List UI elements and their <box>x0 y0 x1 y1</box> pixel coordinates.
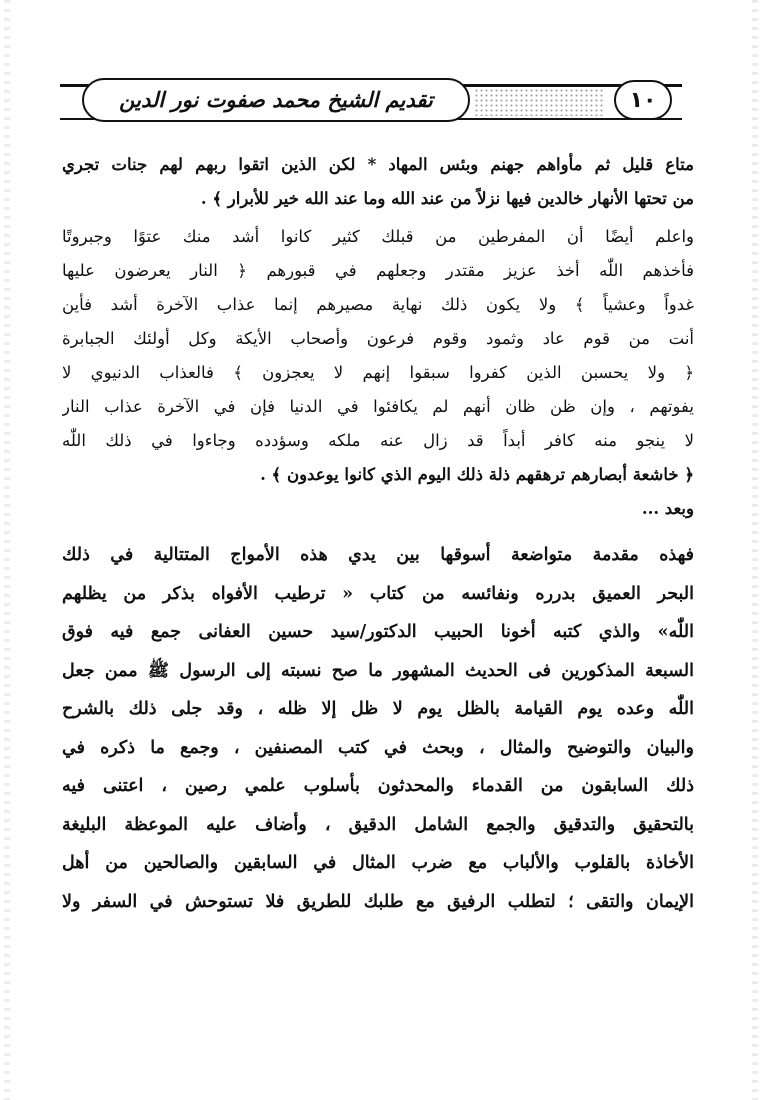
header-title: تقديم الشيخ محمد صفوت نور الدين <box>119 88 433 112</box>
running-header <box>60 78 682 126</box>
paragraph-1 <box>62 148 694 216</box>
text-line: اللّٰه» والذي كتبه أخونا الحبيب الدكتور/سيد حسين العفانى جمع فيه فوق <box>62 622 694 642</box>
text-line: واعلم أيضًا أن المفرطين من قبلك كثير كانوا أشد منك عتوًا وجبروتًا <box>62 227 694 246</box>
page-number-frame <box>614 80 672 120</box>
text-line: لا ينجو منه كافر أبداً قد زال عنه ملكه وسؤدده وجاءوا في ذلك اللّٰه <box>62 431 694 450</box>
paragraph-2 <box>62 220 694 526</box>
text-line: السبعة المذكورين فى الحديث المشهور ما صح نسبته إلى الرسول ﷺ ممن جعل <box>62 660 694 681</box>
text-line: يفوتهم ، وإن ظن ظان أنهم لم يكافئوا في الدنيا فإن في الآخرة عذاب النار <box>62 397 694 416</box>
text-line: بالتحقيق والتدقيق والجمع الشامل الدقيق ، وأضاف عليه الموعظة البليغة <box>62 814 694 835</box>
text-line: ﴿ خاشعة أبصارهم ترهقهم ذلة ذلك اليوم الذي كانوا يوعدون ﴾ . <box>260 465 694 484</box>
page-number: ١٠ <box>629 87 657 113</box>
text-line: اللّٰه وعده يوم القيامة بالظل يوم لا ظل إلا ظله ، وقد جلى ذلك بالشرح <box>62 699 694 719</box>
text-line: من تحتها الأنهار خالدين فيها نزلاً من عند الله وما عند الله خير للأبرار ﴾ . <box>200 189 694 208</box>
scan-edge-left <box>4 0 10 1100</box>
text-line: فهذه مقدمة متواضعة أسوقها بين يدي هذه الأمواج المتتالية في ذلك <box>62 545 694 565</box>
header-title-frame <box>82 78 470 122</box>
paragraph-3 <box>62 536 694 921</box>
page-body <box>62 148 694 921</box>
text-line: الأخاذة بالقلوب والألباب مع ضرب المثال في السابقين والصالحين من أهل <box>62 853 694 873</box>
text-line: الإيمان والتقى ؛ لتطلب الرفيق مع طلبك للطريق فلا تستوحش في السفر ولا <box>62 891 694 912</box>
text-line: ﴿ ولا يحسبن الذين كفروا سبقوا إنهم لا يعجزون ﴾ فالعذاب الدنيوي لا <box>62 363 694 382</box>
transition-text: وبعد ... <box>641 499 694 518</box>
text-line: أنت من قوم عاد وثمود وقوم فرعون وأصحاب الأيكة وكل أولئك الجبابرة <box>62 329 694 348</box>
text-line: متاع قليل ثم مأواهم جهنم وبئس المهاد * لكن الذين اتقوا ربهم لهم جنات تجري <box>62 155 694 174</box>
text-line: فأخذهم اللّٰه أخذ عزيز مقتدر وجعلهم في قبورهم ﴿ النار يعرضون عليها <box>62 261 694 280</box>
text-line: ذلك السابقون من القدماء والمحدثون بأسلوب علمي رصين ، اعتنى فيه <box>62 776 694 796</box>
text-line: غدواً وعشياً ﴾ ولا يكون ذلك نهاية مصيرهم إنما عذاب الآخرة أشد فأين <box>62 295 694 314</box>
header-ornament <box>474 88 604 116</box>
text-line: والبيان والتوضيح والمثال ، وبحث في كتب المصنفين ، وجمع ما ذكره في <box>62 737 694 758</box>
scan-edge-right <box>752 0 758 1100</box>
text-line: البحر العميق بدرره ونفائسه من كتاب « ترطيب الأفواه بذكر من يظلهم <box>62 583 694 604</box>
